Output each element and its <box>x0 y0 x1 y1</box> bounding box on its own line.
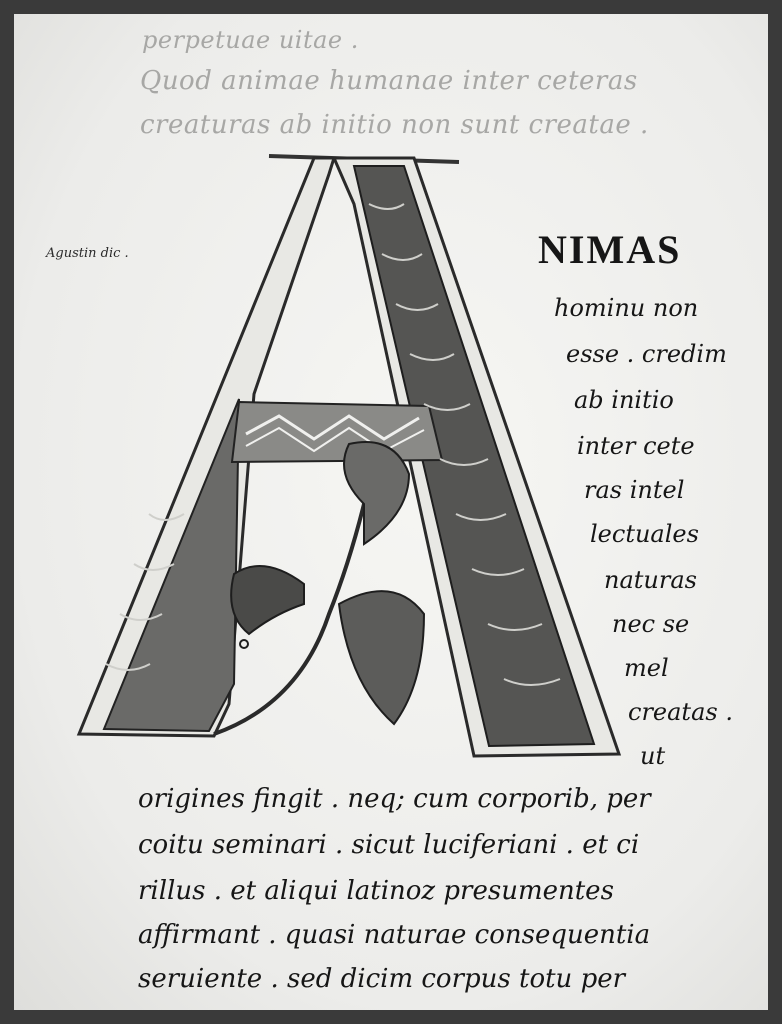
body-line: rillus . et aliqui latinoz presumentes <box>138 876 614 906</box>
header-line: creaturas ab initio non sunt creatae . <box>140 110 649 140</box>
column-line: lectuales <box>590 520 699 548</box>
column-line: hominu non <box>554 294 699 322</box>
column-line: inter cete <box>577 432 695 460</box>
header-line: perpetuae uitae . <box>142 26 359 54</box>
body-line: affirmant . quasi naturae consequentia <box>138 920 651 950</box>
column-line: ras intel <box>584 476 685 504</box>
column-line: ab initio <box>574 386 674 414</box>
column-line: mel <box>624 654 669 682</box>
manuscript-photo <box>14 14 768 1010</box>
manuscript-page <box>14 14 768 1010</box>
header-line: Quod animae humanae inter ceteras <box>140 66 638 96</box>
column-line: esse . credim <box>566 340 727 368</box>
marginal-note: Agustin dic . <box>46 246 129 261</box>
column-line: creatas . <box>628 698 733 726</box>
column-line: naturas <box>604 566 697 594</box>
column-line: ut <box>640 742 666 770</box>
body-line: seruiente . sed dicim corpus totu per <box>138 964 626 994</box>
column-line: nec se <box>612 610 690 638</box>
heading-nimas: NIMAS <box>538 227 682 272</box>
body-line: origines fingit . neq; cum corporib, per <box>138 784 651 814</box>
body-line: coitu seminari . sicut luciferiani . et ci <box>138 830 640 860</box>
